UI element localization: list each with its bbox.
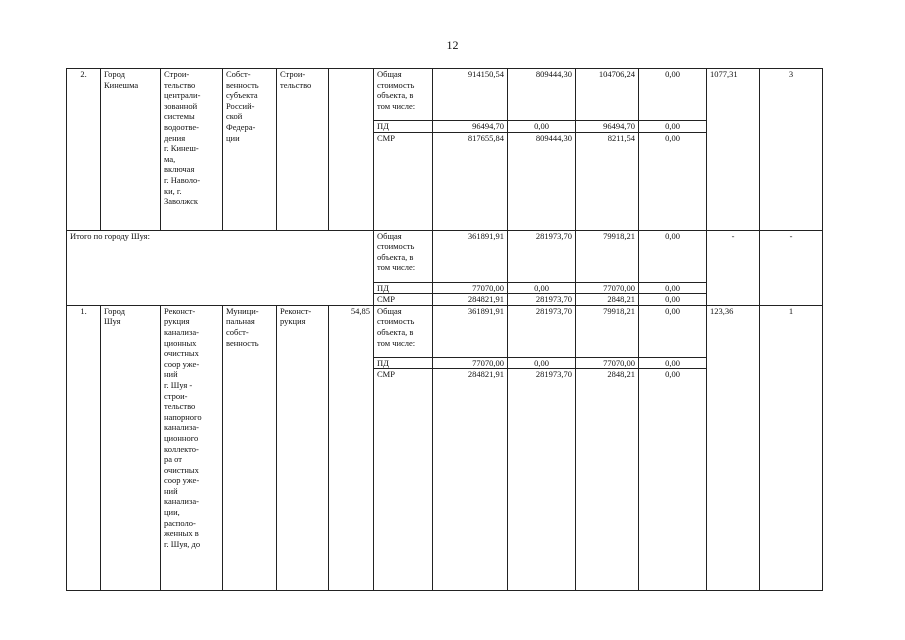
pd-label-cell: ПД: [374, 121, 433, 133]
value-cell: 1077,31: [707, 69, 760, 231]
value-cell: 0,00: [639, 357, 707, 369]
subtotal-label: Итого по городу Шуя:: [67, 230, 374, 305]
smr-label-cell: СМР: [374, 132, 433, 230]
value-cell: 77070,00: [433, 282, 508, 294]
value-cell: 0,00: [639, 294, 707, 306]
value-cell: 2848,21: [576, 294, 639, 306]
value-cell: 0,00: [639, 121, 707, 133]
value-cell: -: [760, 230, 823, 305]
value-cell: 914150,54: [433, 69, 508, 121]
capacity-cell: 54,85: [329, 305, 374, 591]
value-cell: 77070,00: [576, 282, 639, 294]
value-cell: 0,00: [639, 369, 707, 591]
value-cell: 77070,00: [433, 357, 508, 369]
value-cell: 96494,70: [576, 121, 639, 133]
city-cell: Город Шуя: [101, 305, 161, 591]
value-cell: 0,00: [639, 282, 707, 294]
value-cell: 0,00: [639, 132, 707, 230]
object-cell: Строи- тельство централи- зованной системы водоотве- дения г. Кинеш- ма, включая г. Наволо- ки, г. Заволжск: [161, 69, 223, 231]
cost-label-cell: Общая стоимость объекта, в том числе:: [374, 69, 433, 121]
smr-label-cell: СМР: [374, 369, 433, 591]
value-cell: 281973,70: [508, 294, 576, 306]
value-cell: 8211,54: [576, 132, 639, 230]
value-cell: 0,00: [639, 305, 707, 357]
work-type-cell: Строи- тельство: [277, 69, 329, 231]
row-number: 1.: [67, 305, 101, 591]
value-cell: 817655,84: [433, 132, 508, 230]
value-cell: 0,00: [508, 121, 576, 133]
cost-label-cell: Общая стоимость объекта, в том числе:: [374, 230, 433, 282]
value-cell: 284821,91: [433, 294, 508, 306]
table-row: [67, 305, 823, 357]
value-cell: 104706,24: [576, 69, 639, 121]
value-cell: 79918,21: [576, 230, 639, 282]
value-cell: 123,36: [707, 305, 760, 591]
value-cell: 0,00: [639, 230, 707, 282]
row-number: 2.: [67, 69, 101, 231]
value-cell: 79918,21: [576, 305, 639, 357]
value-cell: 0,00: [508, 282, 576, 294]
pd-label-cell: ПД: [374, 357, 433, 369]
value-cell: 809444,30: [508, 132, 576, 230]
value-cell: 281973,70: [508, 230, 576, 282]
page-number: 12: [446, 38, 459, 52]
value-cell: 284821,91: [433, 369, 508, 591]
value-cell: 1: [760, 305, 823, 591]
investment-table: [66, 68, 823, 591]
object-cell: Реконст- рукция канализа- ционных очистных соор уже- ний г. Шуя - строи- тельство напорного канализа- ционного коллекто- ра от очистных соор уже- ний канализа- ции, располо- женных в г. Шуя, до: [161, 305, 223, 591]
ownership-cell: Муници- пальная собст- венность: [223, 305, 277, 591]
ownership-cell: Собст- венность субъекта Россий- ской Федера- ции: [223, 69, 277, 231]
cost-label-cell: Общая стоимость объекта, в том числе:: [374, 305, 433, 357]
value-cell: 361891,91: [433, 305, 508, 357]
table-row: [67, 230, 823, 282]
smr-label-cell: СМР: [374, 294, 433, 306]
value-cell: 281973,70: [508, 369, 576, 591]
city-cell: Город Кинешма: [101, 69, 161, 231]
value-cell: 0,00: [639, 69, 707, 121]
value-cell: 809444,30: [508, 69, 576, 121]
work-type-cell: Реконст- рукция: [277, 305, 329, 591]
table-row: [67, 69, 823, 121]
value-cell: 281973,70: [508, 305, 576, 357]
value-cell: 361891,91: [433, 230, 508, 282]
value-cell: 0,00: [508, 357, 576, 369]
pd-label-cell: ПД: [374, 282, 433, 294]
value-cell: 2848,21: [576, 369, 639, 591]
value-cell: 3: [760, 69, 823, 231]
value-cell: 77070,00: [576, 357, 639, 369]
capacity-cell: [329, 69, 374, 231]
value-cell: -: [707, 230, 760, 305]
value-cell: 96494,70: [433, 121, 508, 133]
